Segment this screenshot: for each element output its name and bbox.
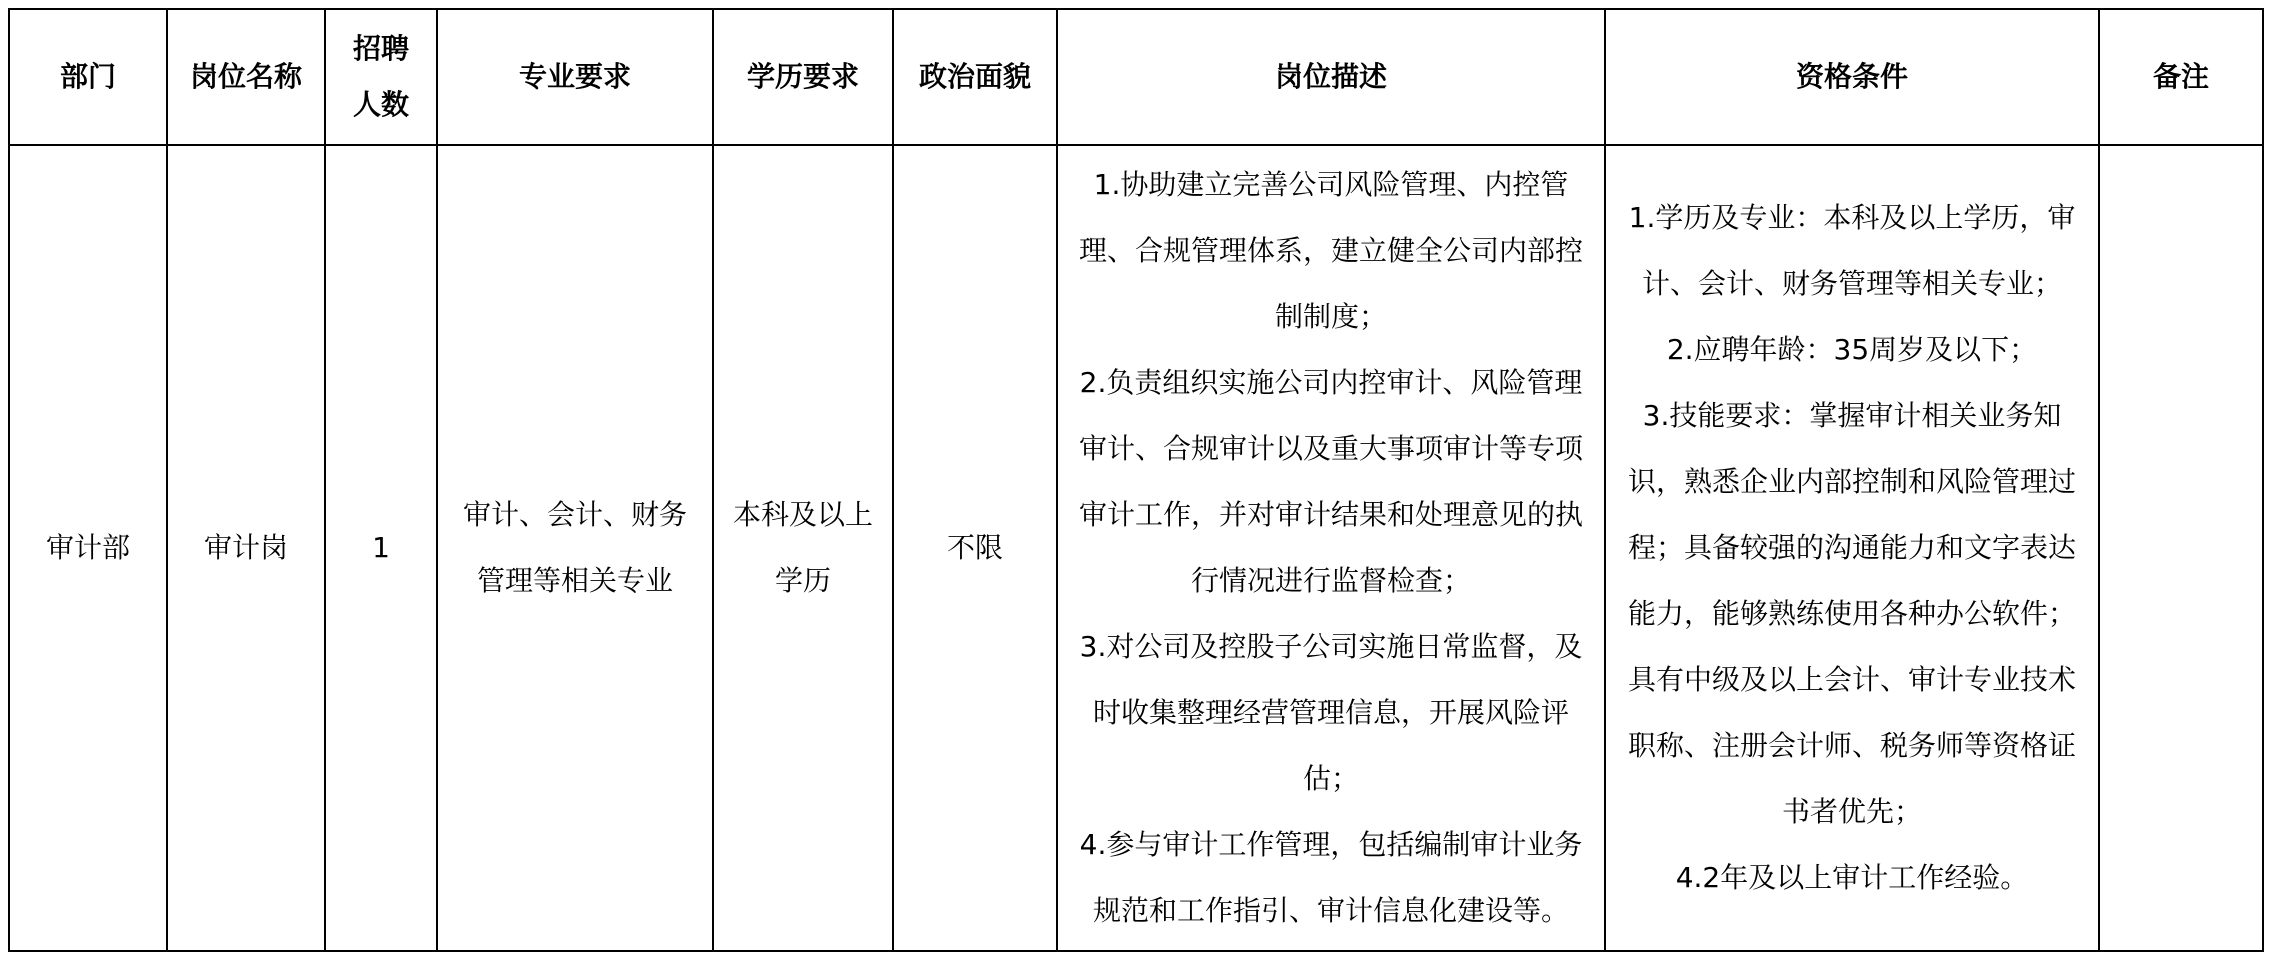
cell-education-line2: 学历 [774, 564, 831, 597]
qualification-line: 3.技能要求：掌握审计相关业务知 [1642, 399, 2062, 432]
qualification-line: 计、会计、财务管理等相关专业； [1641, 267, 2062, 300]
description-line: 理、合规管理体系，建立健全公司内部控 [1078, 234, 1583, 267]
description-line: 2.负责组织实施公司内控审计、风险管理 [1079, 366, 1583, 399]
header-position: 岗位名称 [167, 9, 325, 145]
qualification-text [1610, 185, 2094, 911]
cell-major-line1: 审计、会计、财务 [462, 498, 687, 531]
header-headcount-line2: 人数 [352, 88, 409, 121]
header-headcount [325, 9, 437, 145]
table-row [9, 145, 2263, 951]
header-qualification: 资格条件 [1605, 9, 2099, 145]
cell-description [1057, 145, 1605, 951]
cell-education [713, 145, 893, 951]
header-headcount-line1: 招聘 [352, 32, 409, 65]
cell-headcount: 1 [325, 145, 437, 951]
cell-qualification [1605, 145, 2099, 951]
description-line: 时收集整理经营管理信息，开展风险评 [1092, 696, 1569, 729]
header-description: 岗位描述 [1057, 9, 1605, 145]
description-text [1061, 152, 1601, 944]
header-political: 政治面貌 [893, 9, 1057, 145]
qualification-line: 2.应聘年龄：35周岁及以下； [1666, 333, 2038, 366]
description-line: 3.对公司及控股子公司实施日常监督，及 [1079, 630, 1583, 663]
description-line: 制制度； [1274, 300, 1387, 333]
qualification-line: 具有中级及以上会计、审计专业技术 [1627, 663, 2076, 696]
qualification-line: 4.2年及以上审计工作经验。 [1675, 861, 2029, 894]
cell-major [437, 145, 713, 951]
description-line: 规范和工作指引、审计信息化建设等。 [1092, 894, 1569, 927]
description-line: 审计、合规审计以及重大事项审计等专项 [1078, 432, 1583, 465]
header-remarks: 备注 [2099, 9, 2263, 145]
cell-political: 不限 [893, 145, 1057, 951]
cell-remarks [2099, 145, 2263, 951]
header-education: 学历要求 [713, 9, 893, 145]
header-major: 专业要求 [437, 9, 713, 145]
qualification-line: 职称、注册会计师、税务师等资格证 [1627, 729, 2076, 762]
cell-major-line2: 管理等相关专业 [476, 564, 673, 597]
header-row [9, 9, 2263, 145]
cell-department: 审计部 [9, 145, 167, 951]
qualification-line: 1.学历及专业：本科及以上学历，审 [1628, 201, 2076, 234]
qualification-line: 书者优先； [1781, 795, 1922, 828]
description-line: 1.协助建立完善公司风险管理、内控管 [1093, 168, 1569, 201]
description-line: 审计工作，并对审计结果和处理意见的执 [1078, 498, 1583, 531]
qualification-line: 程；具备较强的沟通能力和文字表达 [1627, 531, 2076, 564]
header-department: 部门 [9, 9, 167, 145]
description-line: 行情况进行监督检查； [1190, 564, 1471, 597]
cell-position: 审计岗 [167, 145, 325, 951]
qualification-line: 能力，能够熟练使用各种办公软件； [1627, 597, 2076, 630]
qualification-line: 识，熟悉企业内部控制和风险管理过 [1627, 465, 2076, 498]
description-line: 4.参与审计工作管理，包括编制审计业务 [1079, 828, 1583, 861]
cell-education-line1: 本科及以上 [732, 498, 873, 531]
recruitment-table [8, 8, 2264, 952]
description-line: 估； [1302, 762, 1359, 795]
